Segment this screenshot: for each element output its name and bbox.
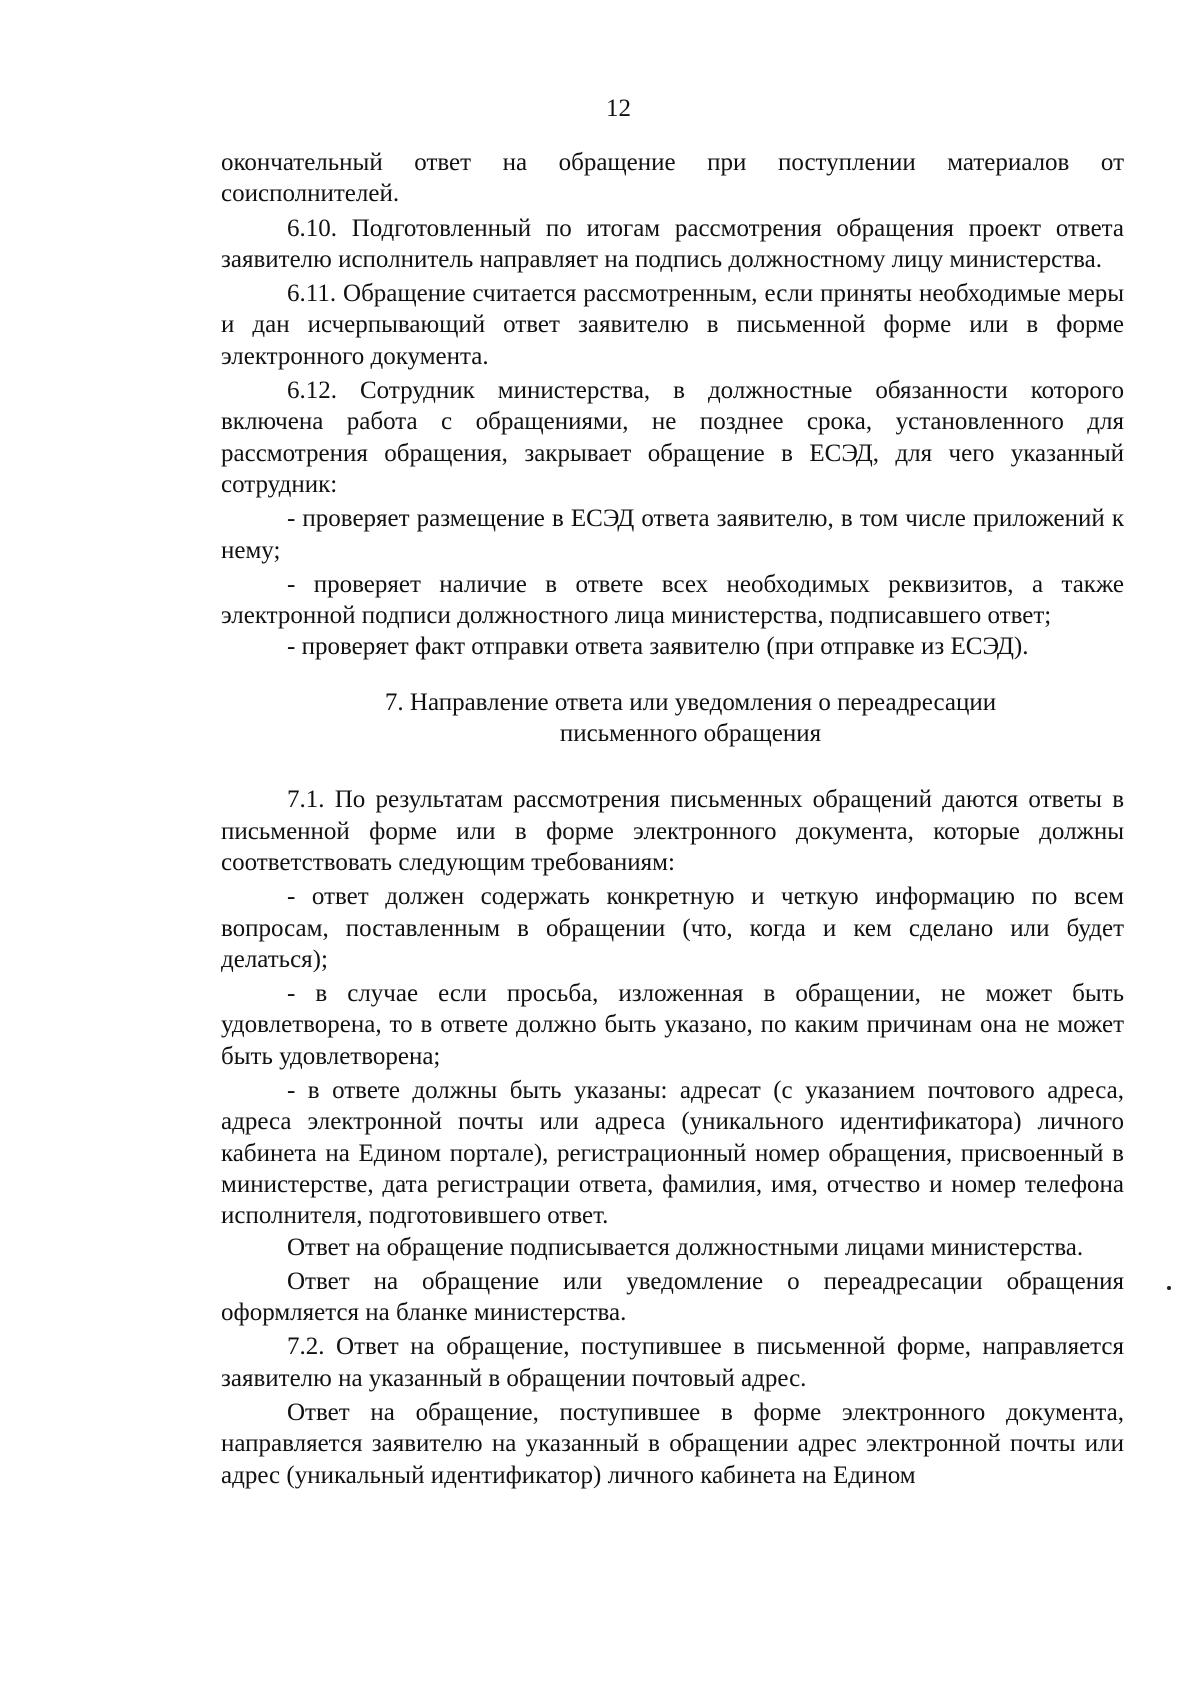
paragraph-6-12: 6.12. Сотрудник министерства, в должностные обязанности которого включена работа с обращениями, не позднее срока, установленного для рассмотрения обращения, закрывает обращение в ЕСЭД, для чего указанный сотрудник: (221, 377, 1124, 498)
list-item: - в случае если просьба, изложенная в обращении, не может быть удовлетворена, то в ответе должно быть указано, по каким причинам она не может быть удовлетворена; (221, 980, 1124, 1070)
paragraph-6-10: 6.10. Подготовленный по итогам рассмотрения обращения проект ответа заявителю исполнитель направляет на подпись должностному лицу министерства. (221, 214, 1124, 273)
section-heading-line: письменного обращения (559, 720, 822, 748)
document-body (221, 147, 1124, 1491)
page-number: 12 (606, 95, 631, 122)
list-item: - проверяет наличие в ответе всех необходимых реквизитов, а также электронной подписи должностного лица министерства, подписавшего ответ; (221, 570, 1124, 630)
section-heading (221, 687, 1124, 750)
paragraph-continuation: окончательный ответ на обращение при поступлении материалов от соисполнителей. (221, 149, 1124, 208)
scan-speck (1167, 1286, 1171, 1290)
section-heading-line: 7. Направление ответа или уведомления о переадресации (384, 688, 997, 716)
paragraph: Ответ на обращение подписывается должностными лицами министерства. (287, 1233, 1084, 1261)
paragraph: Ответ на обращение или уведомление о переадресации обращения оформляется на бланке министерства. (221, 1267, 1124, 1327)
list-item: - проверяет размещение в ЕСЭД ответа заявителю, в том числе приложений к нему; (221, 505, 1124, 564)
list-item: - в ответе должны быть указаны: адресат (с указанием почтового адреса, адреса электронной почты или адреса (уникального идентификатора) личного кабинета на Едином портале), регистрационный номер обращения, присвоенный в министерстве, дата регистрации ответа, фамилия, имя, отчество и номер телефона исполнителя, подготовившего ответ. (221, 1077, 1124, 1230)
paragraph: Ответ на обращение, поступившее в форме электронного документа, направляется заявителю на указанный в обращении адрес электронной почты или адрес (уникальный идентификатор) личного кабинета на Едином (221, 1398, 1124, 1489)
paragraph-7-1: 7.1. По результатам рассмотрения письменных обращений даются ответы в письменной форме или в форме электронного документа, которые должны соответствовать следующим требованиям: (221, 786, 1124, 876)
paragraph-7-2: 7.2. Ответ на обращение, поступившее в письменной форме, направляется заявителю на указанный в обращении почтовый адрес. (221, 1333, 1124, 1392)
list-item: - ответ должен содержать конкретную и четкую информацию по всем вопросам, поставленным в обращении (что, когда и кем сделано или будет делаться); (221, 883, 1124, 973)
list-item: - проверяет факт отправки ответа заявителю (при отправке из ЕСЭД). (287, 633, 1029, 661)
paragraph-6-11: 6.11. Обращение считается рассмотренным, если приняты необходимые меры и дан исчерпывающий ответ заявителю в письменной форме или в форме электронного документа. (221, 280, 1124, 370)
